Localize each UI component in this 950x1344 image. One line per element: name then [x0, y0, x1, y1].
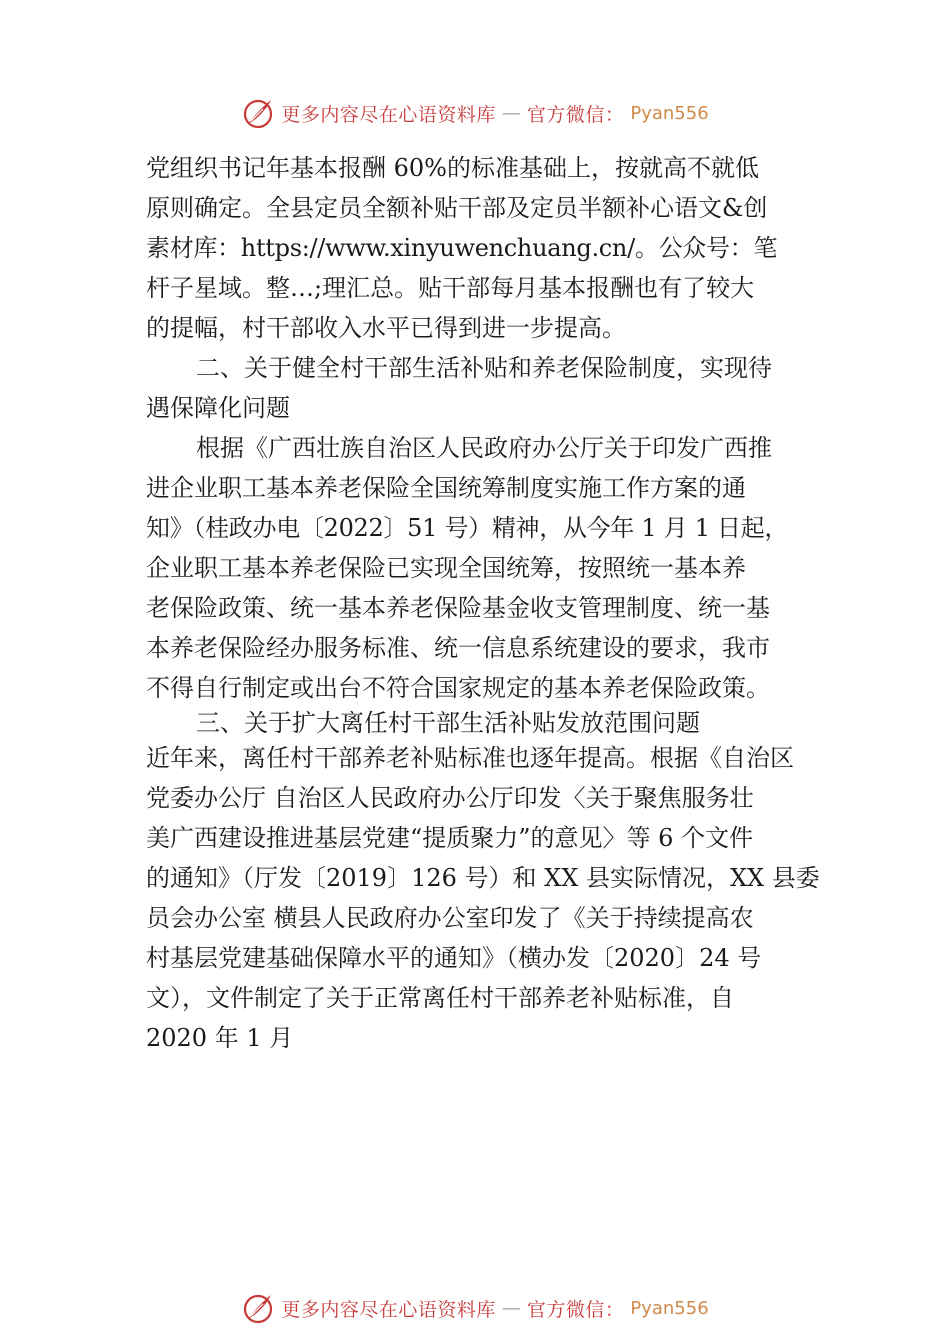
header-banner	[0, 93, 950, 133]
header-banner-contact-value: Pyan556	[630, 102, 709, 124]
header-banner-contact-label: 官方微信：	[526, 103, 625, 126]
footer-banner-contact-label: 官方微信：	[526, 1298, 625, 1321]
body-line: 2020 年 1 月	[146, 1024, 294, 1052]
header-banner-separator: —	[501, 102, 521, 124]
body-line: 老保险政策、统一基本养老保险基金收支管理制度、统一基	[146, 594, 770, 622]
body-line: 不得自行制定或出台不符合国家规定的基本养老保险政策。	[146, 674, 770, 702]
quill-logo-icon	[241, 96, 275, 130]
body-line: 的提幅，村干部收入水平已得到进一步提高。	[146, 314, 626, 342]
section-heading-2: 二、关于健全村干部生活补贴和养老保险制度，实现待	[196, 354, 772, 382]
body-line: 员会办公室 横县人民政府办公室印发了《关于持续提高农	[146, 904, 754, 932]
body-line: 素材库：https://www.xinyuwenchuang.cn/。公众号：笔	[146, 234, 778, 262]
header-banner-inner	[241, 96, 708, 130]
footer-banner	[0, 1288, 950, 1328]
body-line: 党组织书记年基本报酬 60%的标准基础上，按就高不就低	[146, 154, 759, 182]
footer-banner-inner	[241, 1291, 708, 1325]
body-line: 近年来，离任村干部养老补贴标准也逐年提高。根据《自治区	[146, 744, 794, 772]
body-line: 村基层党建基础保障水平的通知》（横办发〔2020〕24 号	[146, 944, 762, 972]
footer-banner-contact-value: Pyan556	[630, 1297, 709, 1319]
quill-logo-icon	[241, 1291, 275, 1325]
footer-banner-separator: —	[501, 1297, 521, 1319]
body-line: 美广西建设推进基层党建“提质聚力”的意见〉等 6 个文件	[146, 824, 754, 852]
body-line: 进企业职工基本养老保险全国统筹制度实施工作方案的通	[146, 474, 746, 502]
body-line: 党委办公厅 自治区人民政府办公厅印发〈关于聚焦服务壮	[146, 784, 754, 812]
body-line: 文），文件制定了关于正常离任村干部养老补贴标准，自	[146, 984, 734, 1012]
body-line: 根据《广西壮族自治区人民政府办公厅关于印发广西推	[196, 434, 772, 462]
body-line: 企业职工基本养老保险已实现全国统筹，按照统一基本养	[146, 554, 746, 582]
body-line: 本养老保险经办服务标准、统一信息系统建设的要求，我市	[146, 634, 770, 662]
body-line: 的通知》（厅发〔2019〕126 号）和 XX 县实际情况，XX 县委	[146, 864, 820, 892]
body-line: 知》（桂政办电〔2022〕51 号）精神，从今年 1 月 1 日起，	[146, 514, 789, 542]
footer-banner-title: 更多内容尽在心语资料库	[281, 1298, 496, 1321]
header-banner-title: 更多内容尽在心语资料库	[281, 103, 496, 126]
body-line: 杆子星域。整…;理汇总。贴干部每月基本报酬也有了较大	[146, 274, 755, 302]
section-heading-3: 三、关于扩大离任村干部生活补贴发放范围问题	[196, 709, 700, 737]
section-heading-2-cont: 遇保障化问题	[146, 394, 290, 422]
body-line: 原则确定。全县定员全额补贴干部及定员半额补心语文&创	[146, 194, 768, 222]
document-body	[146, 148, 820, 1058]
